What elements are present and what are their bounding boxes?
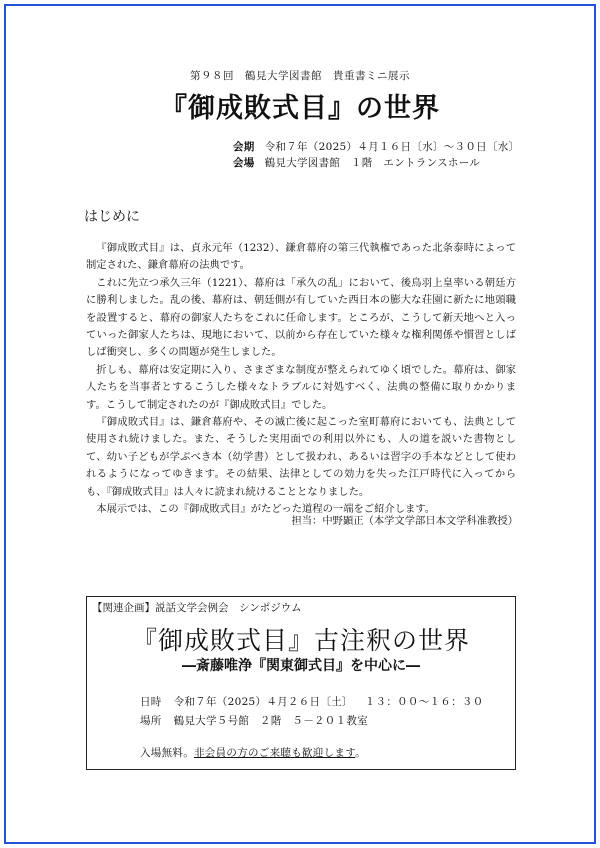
venue-label: 会場	[233, 157, 255, 169]
event-place-value: 鶴見大学５号館 ２階 ５－２０１教室	[173, 715, 369, 727]
event-note-prefix: 入場無料。	[140, 747, 194, 759]
event-date-row	[140, 694, 484, 709]
event-date-value: 令和７年（2025）４月２６日〔土〕	[173, 696, 353, 708]
intro-paragraph: 折しも、幕府は安定期に入り、さまざまな制度が整えられてゆく頃でした。幕府は、御家人たちを当事者とするこうした様々なトラブルに対処すべく、法典の整備に取りかかります。こうして制定されたのが『御成敗式目』でした。	[86, 363, 516, 411]
event-note-suffix: 。	[355, 747, 366, 759]
event-time-value: １３：００～１６：３０	[364, 696, 484, 708]
period-value: 令和７年（2025）４月１６日〔水〕～３０日〔水〕	[264, 141, 520, 153]
event-tag: 【関連企画】説話文学会例会 シンポジウム	[92, 602, 302, 614]
author-credit: 担当：中野顕正（本学文学部日本文学科准教授）	[291, 515, 518, 527]
intro-body	[86, 240, 516, 519]
intro-paragraph: 『御成敗式目』は、貞永元年（1232）、鎌倉幕府の第三代執権であった北条泰時によって制定された、鎌倉幕府の法典です。	[86, 242, 516, 272]
page-title: 『御成敗式目』の世界	[160, 93, 440, 124]
event-date-label: 日時	[140, 696, 162, 708]
event-place-row	[140, 713, 368, 728]
period-row	[233, 139, 519, 154]
intro-paragraph: 『御成敗式目』は、鎌倉幕府や、その滅亡後に起こった室町幕府においても、法典として使用され続けました。また、そうした実用面での利用以外にも、人の道を説いた書物として、幼い子どもが学ぶべき本（幼学書）として扱われ、あるいは習字の手本などとして使われるようになってゆきます。その結果、法律としての効力を失った江戸時代に入ってからも、『御成敗式目』は人々に読まれ続けることとなりました。	[86, 416, 516, 498]
event-note-underlined: 非会員の方のご来聴も歓迎します	[194, 747, 356, 759]
intro-paragraph: 本展示では、この『御成敗式目』がたどった道程の一端をご紹介します。	[96, 503, 436, 516]
event-subtitle: ―斎藤唯浄『関東御式目』を中心に―	[182, 658, 420, 674]
venue-value: 鶴見大学図書館 １階 エントランスホール	[264, 157, 481, 169]
period-label: 会期	[233, 141, 255, 153]
venue-row	[233, 155, 480, 170]
event-title: 『御成敗式目』古注釈の世界	[131, 626, 470, 655]
event-note	[140, 745, 366, 760]
exhibition-subtitle: 第９８回 鶴見大学図書館 貴重書ミニ展示	[190, 70, 410, 82]
event-place-label: 場所	[140, 715, 162, 727]
intro-heading: はじめに	[84, 209, 140, 225]
intro-paragraph: これに先立つ承久三年（1221）、幕府は「承久の乱」において、後鳥羽上皇率いる朝廷方に勝利しました。乱の後、幕府は、朝廷側が有していた西日本の膨大な荘園に新たに地頭職を設置すると、幕府の御家人たちをこれに任命します。ところが、こうして新天地へと入っていった御家人たちは、現地において、以前から存在していた様々な権利関係や慣習としばしば衝突し、多くの問題が発生しました。	[86, 276, 516, 359]
